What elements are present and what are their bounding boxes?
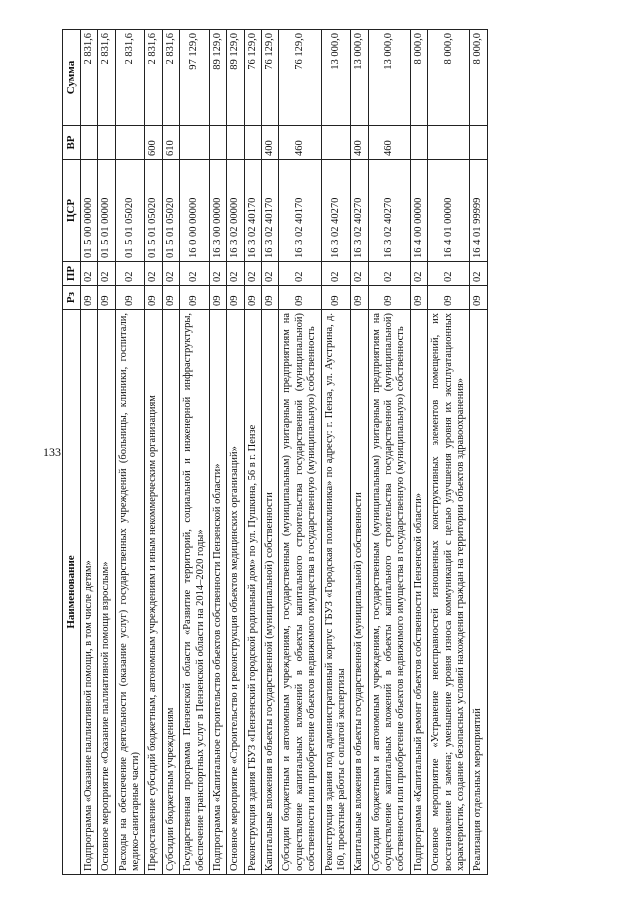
cell-name: Реконструкция здания ГБУЗ «Пензенский городской родильный дом» по ул. Пушкина, 56 в г. Пензе [244, 310, 261, 875]
cell-name: Капитальные вложения в объекты государственной (муниципальной) собственности [351, 310, 368, 875]
cell-sum: 13 000,0 [321, 30, 351, 126]
cell-pr: 02 [321, 262, 351, 286]
cell-rz: 09 [410, 286, 427, 310]
cell-pr: 02 [368, 262, 410, 286]
cell-pr: 02 [428, 262, 470, 286]
rotated-table-container [62, 30, 577, 875]
cell-vr [115, 126, 145, 160]
cell-rz: 09 [209, 286, 226, 310]
cell-rz: 09 [279, 286, 321, 310]
table-row [115, 30, 145, 875]
cell-name: Субсидии бюджетным учреждениям [162, 310, 179, 875]
cell-sum: 89 129,0 [227, 30, 244, 126]
header-csr: ЦСР [63, 160, 81, 262]
cell-vr: 400 [351, 126, 368, 160]
table-row [227, 30, 244, 875]
table-row [244, 30, 261, 875]
cell-csr: 01 5 00 00000 [80, 160, 97, 262]
table-row [368, 30, 410, 875]
budget-table [62, 29, 488, 875]
cell-name: Подпрограмма «Капитальный ремонт объектов собственности Пензенской области» [410, 310, 427, 875]
table-row [351, 30, 368, 875]
cell-csr: 16 3 02 40170 [279, 160, 321, 262]
cell-sum: 76 129,0 [279, 30, 321, 126]
cell-sum: 89 129,0 [209, 30, 226, 126]
cell-csr: 16 4 01 99999 [470, 160, 487, 262]
cell-sum: 13 000,0 [368, 30, 410, 126]
cell-vr [244, 126, 261, 160]
cell-csr: 16 4 00 00000 [410, 160, 427, 262]
cell-csr: 01 5 01 05020 [162, 160, 179, 262]
cell-name: Расходы на обеспечение деятельности (оказание услуг) государственных учреждений (больницы, клиники, госпитали, медико-санитарные части) [115, 310, 145, 875]
cell-rz: 09 [227, 286, 244, 310]
table-row [470, 30, 487, 875]
cell-rz: 09 [351, 286, 368, 310]
cell-name: Капитальные вложения в объекты государственной (муниципальной) собственности [262, 310, 279, 875]
cell-rz: 09 [470, 286, 487, 310]
cell-rz: 09 [80, 286, 97, 310]
cell-pr: 02 [209, 262, 226, 286]
cell-rz: 09 [115, 286, 145, 310]
table-row [279, 30, 321, 875]
header-rz: Рз [63, 286, 81, 310]
header-sum: Сумма [63, 30, 81, 126]
cell-name: Основное мероприятие «Строительство и реконструкция объектов медицинских организаций» [227, 310, 244, 875]
cell-vr: 400 [262, 126, 279, 160]
table-row [321, 30, 351, 875]
cell-name: Субсидии бюджетным и автономным учреждениям, государственным (муниципальным) унитарным предприятиям на осуществление капитальных вложений в объекты капитального строительства государственной (муниципальной) собственности или приобретение объектов недвижимого имущества в государственную (муниципальную) собственность [368, 310, 410, 875]
cell-pr: 02 [262, 262, 279, 286]
cell-vr [180, 126, 210, 160]
cell-vr [410, 126, 427, 160]
cell-sum: 2 831,6 [80, 30, 97, 126]
cell-rz: 09 [262, 286, 279, 310]
cell-rz: 09 [145, 286, 162, 310]
cell-csr: 16 3 02 40170 [244, 160, 261, 262]
cell-vr: 460 [368, 126, 410, 160]
cell-sum: 8 000,0 [428, 30, 470, 126]
cell-csr: 01 5 01 00000 [98, 160, 115, 262]
cell-pr: 02 [244, 262, 261, 286]
cell-rz: 09 [162, 286, 179, 310]
table-body [80, 30, 487, 875]
cell-csr: 16 3 02 40270 [321, 160, 351, 262]
cell-pr: 02 [98, 262, 115, 286]
cell-csr: 16 0 00 00000 [180, 160, 210, 262]
cell-vr [227, 126, 244, 160]
table-row [145, 30, 162, 875]
cell-pr: 02 [180, 262, 210, 286]
cell-name: Основное мероприятие «Оказание паллиативной помощи взрослым» [98, 310, 115, 875]
cell-vr [209, 126, 226, 160]
page-number: 133 [43, 445, 61, 459]
cell-sum: 2 831,6 [115, 30, 145, 126]
header-pr: ПР [63, 262, 81, 286]
table-row [98, 30, 115, 875]
cell-csr: 16 4 01 00000 [428, 160, 470, 262]
table-row [410, 30, 427, 875]
cell-sum: 76 129,0 [262, 30, 279, 126]
table-row [80, 30, 97, 875]
cell-sum: 8 000,0 [410, 30, 427, 126]
cell-csr: 01 5 01 05020 [145, 160, 162, 262]
cell-name: Реконструкция здания под административный корпус ГБУЗ «Городская поликлиника» по адресу: г. Пенза, ул. Аустрина, д. 160, проектные работы с оплатой экспертизы [321, 310, 351, 875]
cell-vr: 460 [279, 126, 321, 160]
cell-vr [80, 126, 97, 160]
cell-name: Субсидии бюджетным и автономным учреждениям, государственным (муниципальным) унитарным предприятиям на осуществление капитальных вложений в объекты капитального строительства государственной (муниципальной) собственности или приобретение объектов недвижимого имущества в государственную (муниципальную) собственность [279, 310, 321, 875]
cell-sum: 76 129,0 [244, 30, 261, 126]
cell-csr: 01 5 01 05020 [115, 160, 145, 262]
cell-rz: 09 [368, 286, 410, 310]
cell-vr [321, 126, 351, 160]
table-row [209, 30, 226, 875]
cell-sum: 13 000,0 [351, 30, 368, 126]
cell-rz: 09 [321, 286, 351, 310]
header-name: Наименование [63, 310, 81, 875]
cell-pr: 02 [351, 262, 368, 286]
cell-vr: 600 [145, 126, 162, 160]
cell-pr: 02 [227, 262, 244, 286]
cell-pr: 02 [162, 262, 179, 286]
cell-csr: 16 3 02 40170 [262, 160, 279, 262]
table-row [428, 30, 470, 875]
cell-sum: 97 129,0 [180, 30, 210, 126]
cell-sum: 2 831,6 [145, 30, 162, 126]
cell-sum: 8 000,0 [470, 30, 487, 126]
cell-csr: 16 3 02 40270 [351, 160, 368, 262]
cell-sum: 2 831,6 [98, 30, 115, 126]
cell-name: Предоставление субсидий бюджетным, автономным учреждениям и иным некоммерческим организациям [145, 310, 162, 875]
cell-pr: 02 [145, 262, 162, 286]
table-row [262, 30, 279, 875]
cell-rz: 09 [180, 286, 210, 310]
table-row [162, 30, 179, 875]
cell-rz: 09 [98, 286, 115, 310]
cell-pr: 02 [410, 262, 427, 286]
cell-rz: 09 [244, 286, 261, 310]
cell-vr [428, 126, 470, 160]
table-header-row [63, 30, 81, 875]
cell-pr: 02 [80, 262, 97, 286]
cell-vr: 610 [162, 126, 179, 160]
cell-name: Реализация отдельных мероприятий [470, 310, 487, 875]
cell-csr: 16 3 02 00000 [227, 160, 244, 262]
cell-name: Государственная программа Пензенской области «Развитие территорий, социальной и инженерной инфраструктуры, обеспечение транспортных услуг в Пензенской области на 2014–2020 годы» [180, 310, 210, 875]
cell-sum: 2 831,6 [162, 30, 179, 126]
cell-pr: 02 [115, 262, 145, 286]
cell-name: Подпрограмма «Капитальное строительство объектов собственности Пензенской области» [209, 310, 226, 875]
cell-name: Основное мероприятие «Устранение неисправностей изношенных конструктивных элементов помещений, их восстановление и замена; уменьшение уровня износа коммуникаций с целью улучшения уровня их эксплуатационных характеристик, создание безопасных условий нахождения граждан на территории объектов здравоохранения» [428, 310, 470, 875]
table-row [180, 30, 210, 875]
header-vr: ВР [63, 126, 81, 160]
cell-vr [98, 126, 115, 160]
cell-csr: 16 3 00 00000 [209, 160, 226, 262]
cell-pr: 02 [279, 262, 321, 286]
cell-rz: 09 [428, 286, 470, 310]
cell-pr: 02 [470, 262, 487, 286]
cell-vr [470, 126, 487, 160]
cell-name: Подпрограмма «Оказание паллиативной помощи, в том числе детям» [80, 310, 97, 875]
cell-csr: 16 3 02 40270 [368, 160, 410, 262]
